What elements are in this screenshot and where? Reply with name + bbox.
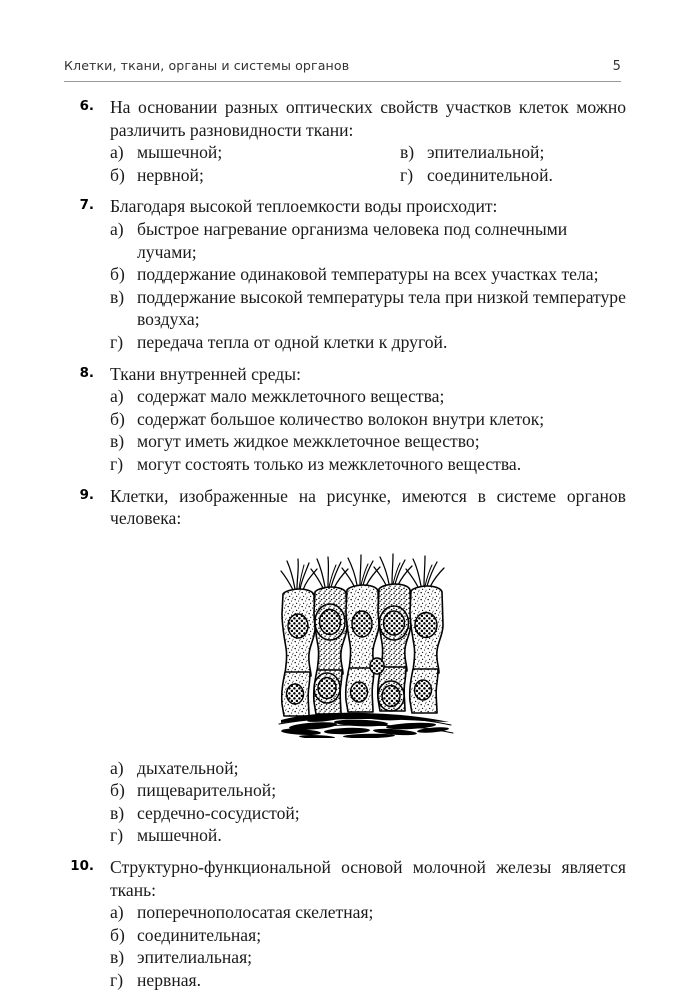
question-7-option-v[interactable] (110, 286, 626, 331)
option-letter: б) (110, 408, 125, 429)
question-10 (64, 856, 626, 992)
question-7 (64, 195, 626, 353)
option-letter: а) (110, 902, 124, 923)
option-text: мышечной. (137, 825, 222, 846)
option-letter: г) (110, 825, 124, 846)
option-letter: б) (110, 924, 125, 945)
header-rule (64, 81, 621, 82)
option-text: нервная. (137, 970, 202, 991)
question-7-option-g[interactable] (110, 331, 626, 354)
question-10-options (110, 901, 626, 991)
question-8-options (110, 385, 626, 475)
option-letter: в) (110, 431, 125, 452)
question-7-number: 7. (79, 198, 94, 214)
question-6-number: 6. (79, 99, 94, 114)
option-letter: в) (110, 802, 125, 823)
option-letter: в) (110, 286, 125, 307)
option-letter: а) (110, 757, 124, 778)
question-6-options (110, 141, 626, 186)
option-letter: в) (400, 142, 415, 163)
option-text: нервной; (137, 164, 204, 185)
option-text: поддержание высокой температуры тела при низкой температуре воздуха; (137, 286, 626, 330)
question-8-stem: Ткани внутренней среды: (110, 363, 301, 384)
page-number: 5 (612, 59, 621, 74)
question-9-option-a[interactable] (110, 757, 626, 780)
question-6-option-v[interactable] (400, 141, 685, 164)
ciliated-epithelium-illustration (273, 542, 463, 738)
option-text: быстрое нагревание организма человека под солнечными лучами; (137, 218, 568, 262)
option-text: содержат большое количество волокон внутри клеток; (137, 408, 545, 429)
option-text: передача тепла от одной клетки к другой. (137, 331, 448, 352)
question-10-option-v[interactable] (110, 946, 626, 969)
question-6 (64, 96, 626, 186)
option-letter: а) (110, 218, 124, 239)
running-header (64, 58, 621, 82)
option-text: поддержание одинаковой температуры на всех участках тела; (137, 264, 599, 285)
option-letter: а) (110, 142, 124, 163)
option-text: мышечной; (137, 142, 223, 163)
option-letter: б) (110, 264, 125, 285)
question-9-option-b[interactable] (110, 779, 626, 802)
option-letter: г) (110, 331, 124, 352)
question-8-option-b[interactable] (110, 408, 626, 431)
question-8-option-a[interactable] (110, 385, 626, 408)
question-10-option-b[interactable] (110, 924, 626, 947)
question-8-option-v[interactable] (110, 430, 626, 453)
option-text: могут состоять только из межклеточного вещества. (137, 453, 522, 474)
question-6-option-g[interactable] (400, 164, 685, 187)
question-7-stem: Благодаря высокой теплоемкости воды происходит: (110, 196, 498, 217)
option-letter: г) (400, 164, 414, 185)
option-letter: б) (110, 780, 125, 801)
option-text: эпителиальная; (137, 947, 253, 968)
option-text: эпителиальной; (427, 142, 545, 163)
question-10-number: 10. (70, 859, 94, 875)
question-9-option-g[interactable] (110, 824, 626, 847)
question-6-stem: На основании разных оптических свойств участков клеток можно различить разновидности ткани: (110, 97, 626, 140)
option-text: сердечно-сосудистой; (137, 802, 300, 823)
question-9-options (110, 757, 626, 847)
option-letter: г) (110, 970, 124, 991)
question-7-option-b[interactable] (110, 263, 626, 286)
running-header-title: Клетки, ткани, органы и системы органов (64, 58, 350, 73)
option-text: поперечнополосатая скелетная; (137, 902, 374, 923)
question-9-option-v[interactable] (110, 802, 626, 825)
ciliated-epithelium-figure (110, 542, 626, 743)
question-8 (64, 363, 626, 476)
option-text: содержат мало межклеточного вещества; (137, 386, 445, 407)
option-letter: г) (110, 453, 124, 474)
option-text: соединительная; (137, 924, 262, 945)
question-10-option-g[interactable] (110, 969, 626, 992)
option-letter: а) (110, 386, 124, 407)
option-letter: б) (110, 164, 125, 185)
question-7-options (110, 218, 626, 354)
option-text: могут иметь жидкое межклеточное вещество; (137, 431, 480, 452)
question-8-option-g[interactable] (110, 453, 626, 476)
question-9 (64, 485, 626, 848)
question-9-number: 9. (79, 487, 94, 503)
option-text: соединительной. (427, 164, 553, 185)
option-text: дыхательной; (137, 757, 239, 778)
question-10-stem: Структурно-функциональной основой молочной железы является ткань: (110, 857, 626, 900)
option-letter: в) (110, 947, 125, 968)
question-list (64, 96, 626, 1001)
question-9-stem: Клетки, изображенные на рисунке, имеются в системе органов человека: (110, 485, 626, 529)
option-text: пищеварительной; (137, 780, 277, 801)
question-8-number: 8. (79, 365, 94, 381)
question-10-option-a[interactable] (110, 901, 626, 924)
question-7-option-a[interactable] (110, 218, 626, 263)
